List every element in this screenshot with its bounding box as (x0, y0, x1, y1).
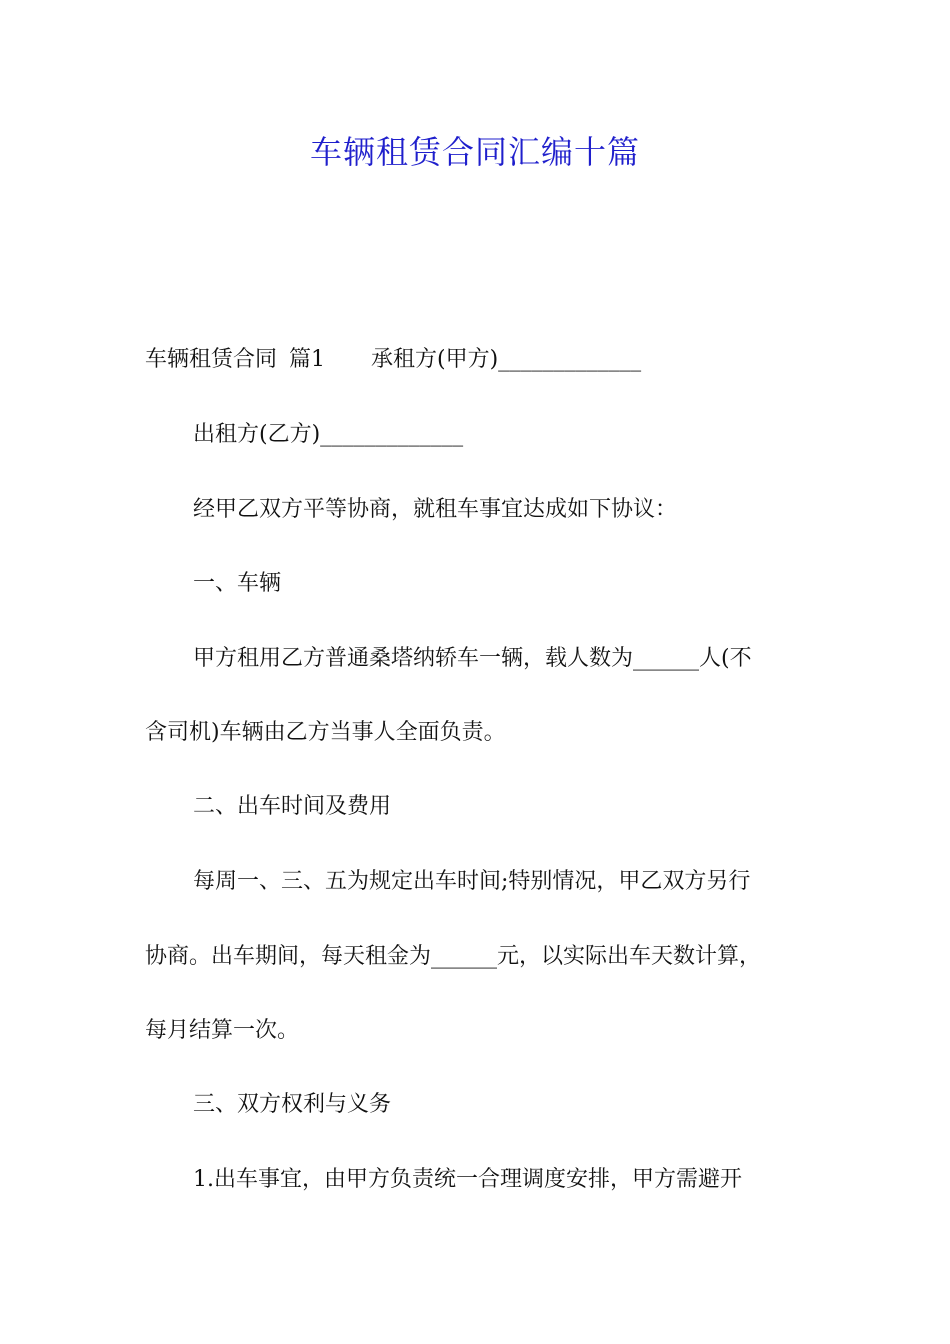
section-heading-3: 三、双方权利与义务 (193, 1092, 392, 1117)
paragraph-line: 甲方租用乙方普通桑塔纳轿车一辆，载人数为______人(不 (193, 646, 752, 671)
section-heading-2: 二、出车时间及费用 (193, 794, 392, 819)
contract-heading: 车辆租赁合同 (145, 347, 278, 372)
paragraph-line: 1.出车事宜，由甲方负责统一合理调度安排，甲方需避开 (193, 1167, 742, 1192)
party-a-line: 承租方(甲方)_____________ (371, 347, 642, 372)
paragraph-line: 每周一、三、五为规定出车时间;特别情况，甲乙双方另行 (193, 869, 751, 894)
section-heading-1: 一、车辆 (193, 571, 282, 596)
agreement-intro: 经甲乙双方平等协商，就租车事宜达成如下协议： (193, 497, 678, 522)
section-label: 篇1 (289, 347, 326, 372)
first-line (145, 342, 641, 378)
paragraph-line: 含司机)车辆由乙方当事人全面负责。 (145, 720, 506, 745)
document-title: 车辆租赁合同汇编十篇 (309, 133, 640, 171)
paragraph-line: 协商。出车期间，每天租金为______元，以实际出车天数计算， (145, 944, 762, 969)
paragraph-line: 每月结算一次。 (145, 1018, 300, 1043)
party-b-line: 出租方(乙方)_____________ (193, 422, 464, 447)
